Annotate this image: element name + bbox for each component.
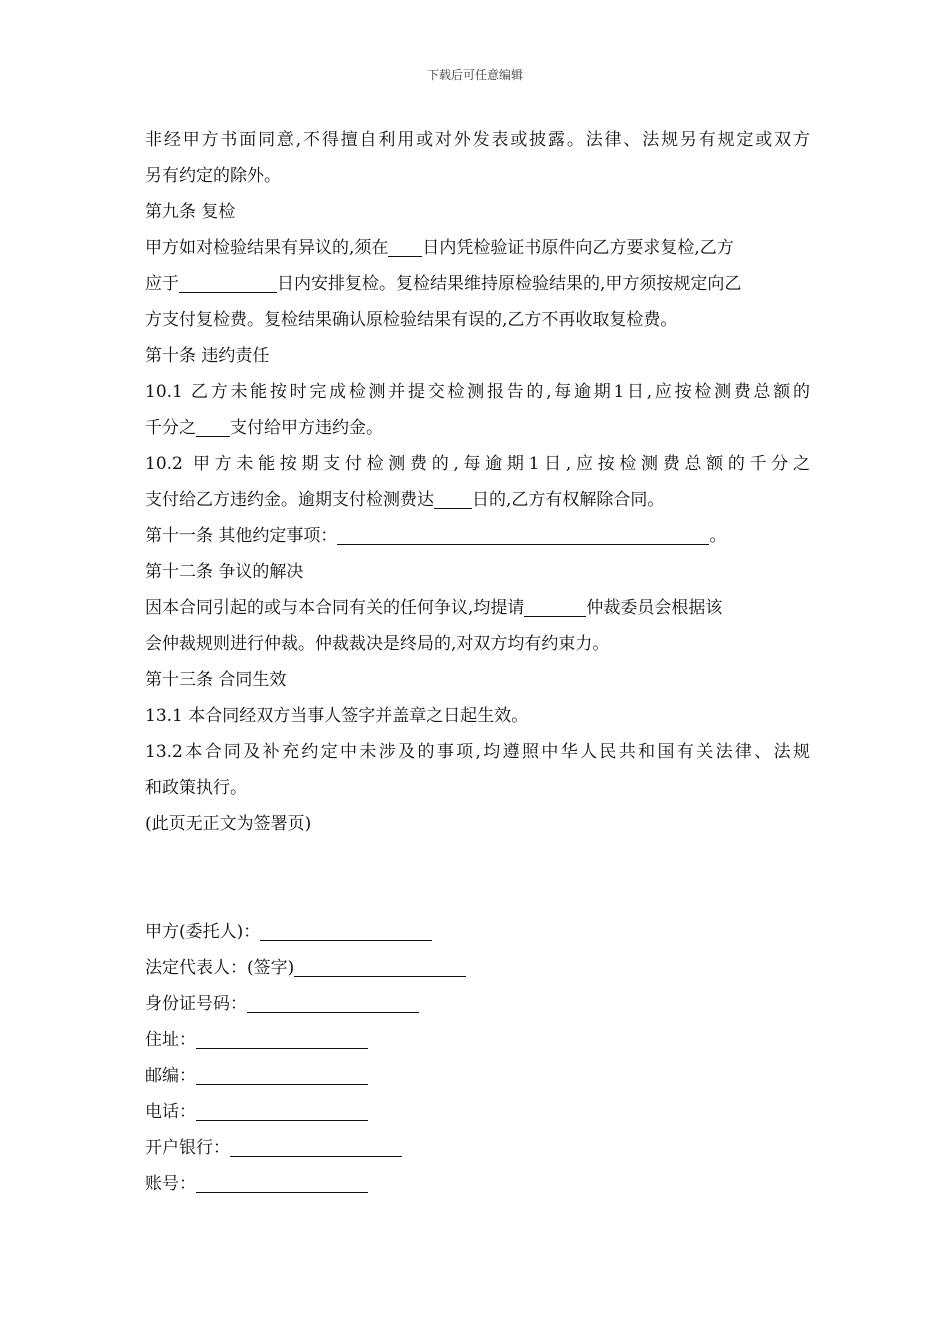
paragraph-line: 另有约定的除外。 — [145, 166, 281, 186]
text-segment: 仲裁委员会根据该 — [586, 598, 723, 618]
signature-blank[interactable] — [196, 1098, 368, 1121]
text-segment: 。 — [709, 526, 727, 546]
signature-account — [145, 1166, 810, 1202]
fill-in-blank[interactable] — [337, 522, 709, 545]
paragraph-line: 10.1 乙方未能按时完成检测并提交检测报告的,每逾期1日,应按检测费总额的 — [145, 382, 810, 402]
fill-in-blank[interactable] — [179, 270, 277, 293]
paragraph-line — [145, 590, 810, 626]
paragraph-line — [145, 266, 810, 302]
signature-blank[interactable] — [196, 1026, 368, 1049]
text-segment: 支付给甲方违约金。 — [230, 418, 383, 438]
text-segment: 甲方如对检验结果有异议的,须在 — [145, 238, 389, 258]
contract-body — [145, 122, 810, 1202]
paragraph-line: 和政策执行。 — [145, 778, 247, 798]
text-segment: 支付给乙方违约金。逾期支付检测费达 — [145, 490, 434, 510]
text-segment: 因本合同引起的或与本合同有关的任何争议,均提请 — [145, 598, 525, 618]
signature-phone — [145, 1094, 810, 1130]
text-segment: 第十一条 其他约定事项： — [145, 526, 338, 546]
paragraph-line: 会仲裁规则进行仲裁。仲裁裁决是终局的,对双方均有约束力。 — [145, 634, 610, 654]
field-label: 甲方(委托人)： — [145, 922, 261, 942]
paragraph-line: 方支付复检费。复检结果确认原检验结果有误的,乙方不再收取复检费。 — [145, 310, 678, 330]
field-label: 账号： — [145, 1174, 196, 1194]
text-segment: 应于 — [145, 274, 179, 294]
section-title: 第十条 违约责任 — [145, 346, 270, 366]
signature-blank[interactable] — [260, 918, 432, 941]
signature-address — [145, 1022, 810, 1058]
signature-blank[interactable] — [294, 954, 466, 977]
text-segment: 日内凭检验证书原件向乙方要求复检,乙方 — [422, 238, 734, 258]
fill-in-blank[interactable] — [524, 594, 586, 617]
signature-bank — [145, 1130, 810, 1166]
field-label: 电话： — [145, 1102, 196, 1122]
paragraph-line — [145, 482, 810, 518]
fill-in-blank[interactable] — [196, 414, 230, 437]
page-header: 下载后可任意编辑 — [426, 68, 523, 82]
section-title: 第十三条 合同生效 — [145, 670, 287, 690]
paragraph-line — [145, 410, 810, 446]
field-label: 邮编： — [145, 1066, 196, 1086]
section-title — [145, 518, 810, 554]
paragraph-line: 10.2 甲方未能按期支付检测费的,每逾期1日,应按检测费总额的千分之 — [145, 454, 810, 474]
signature-legal-rep — [145, 950, 810, 986]
fill-in-blank[interactable] — [388, 234, 422, 257]
signature-page-note: (此页无正文为签署页) — [145, 814, 312, 834]
section-title: 第九条 复检 — [145, 202, 236, 222]
field-label: 身份证号码： — [145, 994, 247, 1014]
text-segment: 日内安排复检。复检结果维持原检验结果的,甲方须按规定向乙 — [277, 274, 742, 294]
signature-blank[interactable] — [196, 1170, 368, 1193]
paragraph-line: 13.1 本合同经双方当事人签字并盖章之日起生效。 — [145, 706, 529, 726]
signature-blank[interactable] — [230, 1134, 402, 1157]
field-label: 开户银行： — [145, 1138, 230, 1158]
field-label: 法定代表人：(签字) — [145, 958, 295, 978]
text-segment: 日的,乙方有权解除合同。 — [472, 490, 665, 510]
paragraph-line: 非经甲方书面同意,不得擅自利用或对外发表或披露。法律、法规另有规定或双方 — [145, 130, 810, 150]
signature-party-a — [145, 914, 810, 950]
signature-postcode — [145, 1058, 810, 1094]
fill-in-blank[interactable] — [434, 486, 472, 509]
text-segment: 千分之 — [145, 418, 196, 438]
section-title: 第十二条 争议的解决 — [145, 562, 304, 582]
signature-blank[interactable] — [196, 1062, 368, 1085]
paragraph-line: 13.2本合同及补充约定中未涉及的事项,均遵照中华人民共和国有关法律、法规 — [145, 742, 810, 762]
paragraph-line — [145, 230, 810, 266]
signature-blank[interactable] — [247, 990, 419, 1013]
signature-id-number — [145, 986, 810, 1022]
field-label: 住址： — [145, 1030, 196, 1050]
